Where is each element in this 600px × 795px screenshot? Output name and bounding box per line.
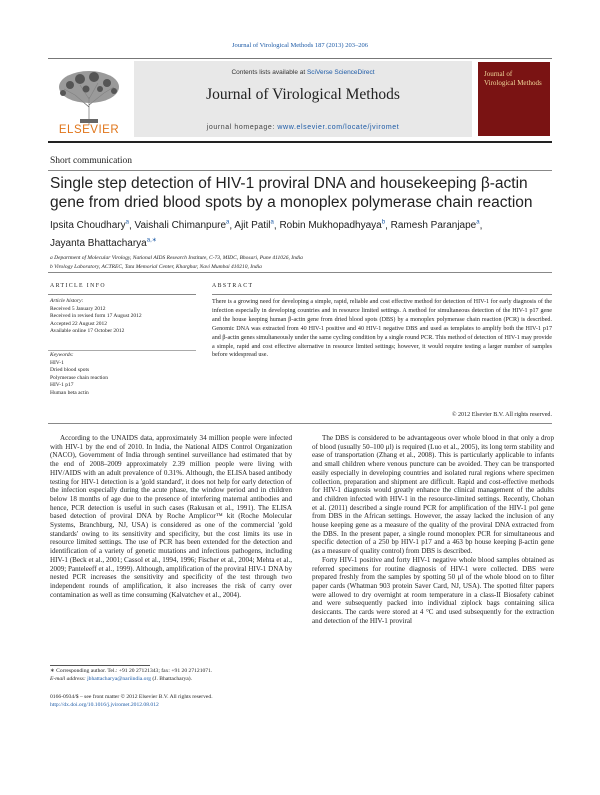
journal-reference[interactable]: Journal of Virological Methods 187 (2013) 203–206 [232,42,368,49]
elsevier-tree-logo [50,62,128,132]
keyword-item: Human beta actin [50,389,89,396]
article-type: Short communication [50,156,133,166]
author-name: Ramesh Paranjape [390,220,477,232]
body-paragraph: Forty HIV-1 positive and forty HIV-1 negative whole blood samples obtained as referred specimens for routine diagnosis of HIV-1 were collected. DBS were prepared freshly from the samples by spotting 50 μl of the whole blood on to filter paper cards (Whatman 903 protein Saver Card, NJ, USA). The spotted filter papers were allowed to dry overnight at room temperature in a class-II Biosafety cabinet and were subsequently packed into individual ziplock bags containing silica desiccants. The cards were stored at 4 °C and used subsequently for the extraction and detection of the HIV-1 proviral [312,555,554,625]
keyword-item: HIV-1 [50,359,64,366]
header-bottom-rule [48,141,552,143]
affiliation-a: a Department of Molecular Virology, National AIDS Research Institute, C-73, MIDC, Bhosari, Pune 411026, India [50,255,303,261]
author [135,220,230,231]
email-link[interactable]: jbhattacharya@nariindia.org [87,675,152,682]
journal-cover-title: Journal of Virological Methods [484,70,542,87]
author [50,220,129,231]
publisher-wordmark: ELSEVIER [58,124,120,136]
issn-line: 0166-0934/$ – see front matter © 2012 Elsevier B.V. All rights reserved. [50,694,213,700]
author-affiliation-marker[interactable]: b [381,220,386,226]
header-top-rule [48,58,552,59]
contents-prefix: Contents lists available at [231,69,307,76]
copyright-notice: © 2012 Elsevier B.V. All rights reserved. [451,412,552,418]
body-column-right [312,434,554,625]
author-name: Ajit Patil [234,220,271,232]
homepage-link[interactable]: www.elsevier.com/locate/jviromet [277,124,400,131]
author [234,220,273,231]
keyword-item: HIV-1 p17 [50,382,74,389]
homepage-prefix: journal homepage: [206,124,278,131]
author-name: Vaishali Chimanpure [134,220,227,232]
history-accepted: Accepted 22 August 2012 [50,320,107,327]
email-line [50,676,292,684]
keywords-rule [48,350,196,351]
article-title: Single step detection of HIV-1 proviral DNA and housekeeping β-actin gene from dried blood spots by a monoplex polymerase chain reaction [50,175,533,211]
author-list: Ipsita Choudhary$^a$, Vaishali Chimanpure$^a$, Ajit Patil$^a$, Robin Mukhopadhyaya$^b$, Ramesh Paranjape$^a$, Jayanta Bhattacharya$^{a,∗}$ [50,220,483,249]
doi-link[interactable]: http://dx.doi.org/10.1016/j.jviromet.2012.08.012 [50,701,159,708]
abstract-heading: ABSTRACT [212,283,254,289]
body-paragraph: According to the UNAIDS data, approximately 34 million people were infected with HIV-1 by the end of 2010. In India, the National AIDS Control Organization (NACO), Government of India through sentinel surveillance had estimated that by the end of 2008–2009 approximately 2.39 million people were living with HIV/AIDS with an adult prevalence of 0.31%. Although, the ELISA based antibody testing for HIV-1 detection is a 'gold standard', it does not help for early detection of the infection especially during the acute phase, the window period and in children below 18 months of age due to the presence of interfering maternal antibodies and hence, PCR detection is useful in such cases (Rakusan et al., 1991). The ELISA based detection of proviral DNA by Roche Amplicor™ kit (Roche Molecular Systems, Branchburg, NJ, USA) is considered as one of the commercial 'gold standards' owing to its sensitivity and specificity, but the cost limits its use in resource limited settings. The use of PCR has been extended for the detection and identification of a variety of genetic mutations and infectious pathogens, including HIV-1 (Beck et al., 2001; Cassol et al., 1994, 1996; Fischer et al., 2004; Mehta et al., 2009; Panteleeff et al., 1999). Although, amplification of the proviral HIV-1 DNA by nested PCR increases the sensitivity and specificity of the test through two independent rounds of amplification, it also increases the risk of carry over contamination as well as time consuming (Kalvatchev et al., 2004). [50,434,292,599]
author [50,238,157,249]
email-label: E-mail address: [50,675,88,682]
body-column-left [50,434,292,599]
author [279,220,385,231]
author-affiliation-marker[interactable]: a,∗ [146,237,157,244]
keyword-item: Dried blood spots [50,367,90,374]
sciencedirect-link[interactable]: SciVerse ScienceDirect [306,69,375,76]
article-info-heading: ARTICLE INFO [50,283,106,289]
history-revised: Received in revised form 17 August 2012 [50,313,142,320]
author [391,220,480,231]
author-affiliation-marker[interactable]: a [476,220,480,226]
article-info-rule [48,294,196,295]
abstract-rule [212,294,552,295]
corresponding-author: ∗ Corresponding author. Tel.: +91 20 27121343; fax: +91 20 27121071. [50,668,213,674]
author-name: Jayanta Bhattacharya [50,237,147,249]
article-history [50,298,200,336]
affiliations [50,254,550,272]
keyword-item: Polymerase chain reaction [50,374,109,381]
abstract-text: There is a growing need for developing a simple, rapid, reliable and cost effective method for detection of HIV-1 for early diagnosis of the infection especially in developing countries and in resource limited settings. A method for simultaneous detection of the HIV-1 p17 gene and the house keeping human β-actin gene from dried blood spots (DBS) by a monoplex polymerase chain reaction (PCR) is described. Genomic DNA was extracted from 40 HIV-1 positive and 40 HIV-1 negative DBS and used as templates to amplify both the HIV-1 p17 and β-actin genes simultaneously under the same cycling condition by a single round PCR. This method of detection of HIV-1 may provide a simple, rapid and cost effective alternative in resource limited settings; however, it would require testing a larger number of samples before widespread use. [212,299,552,359]
issn-doi-block [50,694,350,709]
contents-available-line [134,69,472,76]
author-affiliation-marker[interactable]: a [270,220,274,226]
affiliation-b: b Virology Laboratory, ACTREC, Tata Memorial Center, Kharghar, Navi Mumbai 410210, India [50,264,262,270]
abstract-bottom-rule [48,423,552,424]
affiliation-rule [48,272,552,273]
history-received: Received 5 January 2012 [50,305,106,312]
author-affiliation-marker[interactable]: a [125,220,129,226]
keywords [50,352,200,398]
title-rule [48,170,552,171]
body-paragraph: The DBS is considered to be advantageous over whole blood in that only a drop of blood (usually 50–100 μl) is required (Luo et al., 2005), its long term stability and ease of transportation (Zhang et al., 2008). This is particularly applicable to infants and small children where venous puncture can be avoided. They can be transported easily especially in developing countries and isolated rural regions where specimen collection, preparation and shipment are difficult. Rapid and cost-effective methods for HIV-1 diagnosis would greatly enhance the clinical management of the adults and children infected with HIV-1 in the resource-limited settings. Recently, Chohan et al. (2011) described a single round PCR for amplification of the HIV-1 pol gene from DBS in the African settings. However, the assay lacked the inclusion of any house keeping gene as a measure of the quality of the proviral DNA extracted from the DBS. In the present paper, a single round monoplex PCR for simultaneous and specific detection of a 250 bp HIV-1 p17 and a 463 bp house keeping β-actin gene (as a measure of quality control) from DBS is described. [312,434,554,556]
author-affiliation-marker[interactable]: a [226,220,230,226]
email-suffix: (J. Bhattacharya). [151,675,193,682]
journal-homepage-line [134,124,472,131]
journal-title: Journal of Virological Methods [206,86,400,103]
keywords-label: Keywords: [50,352,74,358]
corresponding-author-footnote [50,668,292,683]
history-label: Article history: [50,298,84,304]
author-name: Ipsita Choudhary [50,220,126,232]
author-name: Robin Mukhopadhyaya [279,220,382,232]
history-online: Available online 17 October 2012 [50,328,125,335]
footnote-rule [50,665,150,666]
